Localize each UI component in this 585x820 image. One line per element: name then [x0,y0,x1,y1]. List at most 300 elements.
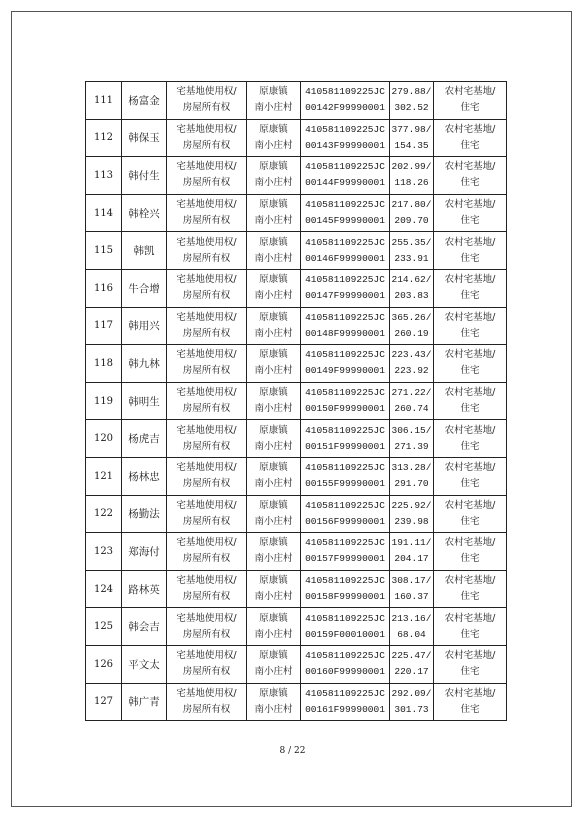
right-type [167,645,247,683]
table-row [86,420,507,458]
right-type-line: 房屋所有权 [182,591,231,603]
area-value [390,570,434,608]
area-value-line: 255.35/ [391,236,432,248]
area-value-line: 220.17 [394,666,429,678]
location-line: 原康镇 [259,650,288,662]
right-type [167,157,247,195]
area-value-line: 365.26/ [391,311,432,323]
location [247,194,301,232]
property-code-line: 00155F99990001 [305,478,385,490]
right-type [167,307,247,345]
location-line: 原康镇 [259,236,288,248]
owner-name: 韩保玉 [122,119,167,157]
location [247,82,301,120]
area-value-line: 217.80/ [391,199,432,211]
area-value-line: 292.09/ [391,687,432,699]
property-code-line: 00151F99990001 [305,440,385,452]
right-type-line: 宅基地使用权/ [176,349,237,361]
location [247,157,301,195]
row-number: 126 [86,645,122,683]
table-row [86,570,507,608]
row-number: 116 [86,269,122,307]
property-code [301,683,390,721]
area-value-line: 68.04 [397,628,426,640]
location-line: 南小庄村 [254,365,293,377]
land-use [434,232,507,270]
area-value-line: 154.35 [394,139,429,151]
property-code [301,232,390,270]
right-type [167,194,247,232]
right-type-line: 房屋所有权 [182,102,231,114]
land-use-line: 农村宅基地/ [444,499,496,511]
table-row [86,82,507,120]
area-value [390,533,434,571]
land-use-line: 住宅 [460,102,480,114]
land-use [434,608,507,646]
right-type [167,457,247,495]
location-line: 原康镇 [259,387,288,399]
location-line: 原康镇 [259,123,288,135]
row-number: 113 [86,157,122,195]
right-type-line: 房屋所有权 [182,403,231,415]
land-use-line: 住宅 [460,553,480,565]
area-value-line: 302.52 [394,102,429,114]
land-use [434,345,507,383]
right-type-line: 宅基地使用权/ [176,687,237,699]
location-line: 南小庄村 [254,553,293,565]
area-value-line: 306.15/ [391,424,432,436]
land-use-line: 住宅 [460,177,480,189]
location-line: 南小庄村 [254,102,293,114]
right-type-line: 宅基地使用权/ [176,274,237,286]
right-type [167,683,247,721]
location [247,382,301,420]
right-type [167,82,247,120]
owner-name: 路林英 [122,570,167,608]
area-value [390,382,434,420]
property-code-line: 00143F99990001 [305,139,385,151]
location-line: 原康镇 [259,274,288,286]
land-use [434,307,507,345]
land-use [434,645,507,683]
right-type [167,495,247,533]
property-code-line: 00156F99990001 [305,515,385,527]
property-code [301,119,390,157]
land-use-line: 农村宅基地/ [444,462,496,474]
location [247,608,301,646]
land-use-line: 住宅 [460,327,480,339]
right-type-line: 房屋所有权 [182,215,231,227]
owner-name: 韩凯 [122,232,167,270]
land-use-line: 住宅 [460,365,480,377]
land-use [434,495,507,533]
land-use-line: 农村宅基地/ [444,199,496,211]
table-row [86,345,507,383]
row-number: 111 [86,82,122,120]
table-row [86,307,507,345]
area-value-line: 377.98/ [391,123,432,135]
location [247,495,301,533]
property-code-line: 410581109225JC [305,387,385,399]
land-use-line: 农村宅基地/ [444,537,496,549]
property-code-line: 00145F99990001 [305,215,385,227]
property-code-line: 00149F99990001 [305,365,385,377]
area-value-line: 260.19 [394,327,429,339]
location [247,307,301,345]
property-code-line: 410581109225JC [305,161,385,173]
table-row [86,157,507,195]
row-number: 122 [86,495,122,533]
area-value-line: 160.37 [394,591,429,603]
row-number: 114 [86,194,122,232]
table-row [86,533,507,571]
property-code-line: 410581109225JC [305,650,385,662]
right-type [167,269,247,307]
area-value [390,608,434,646]
area-value-line: 233.91 [394,252,429,264]
property-code [301,345,390,383]
property-code-line: 00150F99990001 [305,403,385,415]
area-value [390,420,434,458]
land-use-line: 住宅 [460,591,480,603]
location [247,420,301,458]
location-line: 原康镇 [259,462,288,474]
property-code-line: 410581109225JC [305,236,385,248]
land-use-line: 农村宅基地/ [444,387,496,399]
area-value-line: 279.88/ [391,86,432,98]
table-row [86,495,507,533]
location-line: 原康镇 [259,537,288,549]
row-number: 112 [86,119,122,157]
area-value-line: 313.28/ [391,462,432,474]
property-code-line: 00144F99990001 [305,177,385,189]
area-value-line: 308.17/ [391,575,432,587]
land-use-line: 住宅 [460,139,480,151]
land-use-line: 农村宅基地/ [444,274,496,286]
property-code-line: 410581109225JC [305,86,385,98]
property-code-line: 410581109225JC [305,123,385,135]
location-line: 南小庄村 [254,327,293,339]
right-type-line: 宅基地使用权/ [176,499,237,511]
right-type-line: 宅基地使用权/ [176,236,237,248]
area-value [390,345,434,383]
right-type-line: 宅基地使用权/ [176,387,237,399]
table-body [86,82,507,721]
area-value-line: 223.43/ [391,349,432,361]
area-value-line: 191.11/ [391,537,432,549]
land-use-line: 农村宅基地/ [444,575,496,587]
area-value [390,269,434,307]
right-type-line: 宅基地使用权/ [176,537,237,549]
location [247,119,301,157]
area-value [390,82,434,120]
land-use-line: 住宅 [460,215,480,227]
area-value [390,232,434,270]
location-line: 南小庄村 [254,215,293,227]
property-code [301,645,390,683]
land-use-line: 农村宅基地/ [444,650,496,662]
table-row [86,608,507,646]
area-value-line: 271.39 [394,440,429,452]
right-type [167,382,247,420]
location-line: 原康镇 [259,612,288,624]
table-row [86,645,507,683]
area-value-line: 209.70 [394,215,429,227]
property-code [301,533,390,571]
land-use [434,382,507,420]
land-use [434,194,507,232]
right-type [167,232,247,270]
land-use-line: 住宅 [460,440,480,452]
land-use [434,119,507,157]
property-code-line: 410581109225JC [305,499,385,511]
location [247,232,301,270]
owner-name: 韩广青 [122,683,167,721]
owner-name: 平文太 [122,645,167,683]
right-type-line: 宅基地使用权/ [176,575,237,587]
location-line: 南小庄村 [254,591,293,603]
property-code-line: 00148F99990001 [305,327,385,339]
location-line: 原康镇 [259,311,288,323]
property-code-line: 00159F00010001 [305,628,385,640]
owner-name: 韩栓兴 [122,194,167,232]
location [247,683,301,721]
right-type-line: 房屋所有权 [182,703,231,715]
location-line: 原康镇 [259,86,288,98]
land-use-line: 农村宅基地/ [444,424,496,436]
right-type-line: 宅基地使用权/ [176,199,237,211]
row-number: 119 [86,382,122,420]
table-row [86,119,507,157]
row-number: 127 [86,683,122,721]
property-code [301,495,390,533]
area-value-line: 214.62/ [391,274,432,286]
property-code [301,307,390,345]
area-value-line: 225.47/ [391,650,432,662]
area-value-line: 291.70 [394,478,429,490]
property-code-line: 410581109225JC [305,612,385,624]
property-code-line: 410581109225JC [305,199,385,211]
right-type-line: 房屋所有权 [182,252,231,264]
area-value-line: 260.74 [394,403,429,415]
owner-name: 郑海付 [122,533,167,571]
location-line: 原康镇 [259,161,288,173]
right-type-line: 房屋所有权 [182,290,231,302]
land-use [434,420,507,458]
row-number: 123 [86,533,122,571]
property-code [301,608,390,646]
right-type [167,119,247,157]
right-type-line: 宅基地使用权/ [176,650,237,662]
area-value-line: 271.22/ [391,387,432,399]
page-number: 8 / 22 [279,746,306,756]
area-value-line: 239.98 [394,515,429,527]
owner-name: 杨虎吉 [122,420,167,458]
property-code-line: 410581109225JC [305,687,385,699]
location-line: 原康镇 [259,199,288,211]
owner-name: 韩九林 [122,345,167,383]
land-use [434,269,507,307]
land-use-line: 农村宅基地/ [444,349,496,361]
right-type-line: 房屋所有权 [182,628,231,640]
location-line: 原康镇 [259,349,288,361]
property-code-line: 410581109225JC [305,274,385,286]
right-type-line: 宅基地使用权/ [176,462,237,474]
land-use-line: 住宅 [460,703,480,715]
area-value-line: 301.73 [394,703,429,715]
location [247,269,301,307]
right-type-line: 宅基地使用权/ [176,123,237,135]
table-row [86,382,507,420]
land-use-line: 住宅 [460,515,480,527]
location-line: 原康镇 [259,499,288,511]
location-line: 南小庄村 [254,666,293,678]
owner-name: 杨林忠 [122,457,167,495]
row-number: 120 [86,420,122,458]
location-line: 原康镇 [259,424,288,436]
location-line: 南小庄村 [254,403,293,415]
area-value [390,683,434,721]
right-type-line: 房屋所有权 [182,666,231,678]
area-value-line: 213.16/ [391,612,432,624]
area-value [390,457,434,495]
location [247,533,301,571]
property-code [301,570,390,608]
owner-name: 牛合增 [122,269,167,307]
location-line: 原康镇 [259,687,288,699]
location-line: 南小庄村 [254,703,293,715]
right-type-line: 房屋所有权 [182,553,231,565]
owner-name: 韩明生 [122,382,167,420]
property-code-line: 00161F99990001 [305,703,385,715]
right-type-line: 宅基地使用权/ [176,311,237,323]
area-value-line: 204.17 [394,553,429,565]
location [247,570,301,608]
location-line: 南小庄村 [254,628,293,640]
area-value [390,119,434,157]
land-use-line: 农村宅基地/ [444,612,496,624]
area-value [390,194,434,232]
area-value-line: 203.83 [394,290,429,302]
right-type-line: 房屋所有权 [182,177,231,189]
table-row [86,269,507,307]
row-number: 117 [86,307,122,345]
table-row [86,194,507,232]
property-code [301,194,390,232]
property-code-line: 410581109225JC [305,575,385,587]
property-code-line: 410581109225JC [305,462,385,474]
area-value-line: 202.99/ [391,161,432,173]
property-code [301,420,390,458]
table-row [86,683,507,721]
land-use-line: 住宅 [460,252,480,264]
property-code-line: 410581109225JC [305,311,385,323]
land-use-line: 农村宅基地/ [444,687,496,699]
land-use [434,683,507,721]
land-use-line: 农村宅基地/ [444,311,496,323]
area-value-line: 225.92/ [391,499,432,511]
right-type-line: 宅基地使用权/ [176,424,237,436]
location-line: 南小庄村 [254,478,293,490]
owner-name: 韩付生 [122,157,167,195]
location [247,457,301,495]
property-code [301,382,390,420]
area-value-line: 118.26 [394,177,429,189]
row-number: 124 [86,570,122,608]
land-use-line: 住宅 [460,628,480,640]
right-type-line: 房屋所有权 [182,365,231,377]
land-use [434,157,507,195]
owner-name: 韩会吉 [122,608,167,646]
property-code-line: 410581109225JC [305,424,385,436]
owner-name: 杨勤法 [122,495,167,533]
property-code-line: 00142F99990001 [305,102,385,114]
right-type-line: 房屋所有权 [182,515,231,527]
land-use [434,82,507,120]
property-code-line: 00158F99990001 [305,591,385,603]
property-code-line: 410581109225JC [305,349,385,361]
right-type-line: 房屋所有权 [182,327,231,339]
land-use [434,533,507,571]
location-line: 南小庄村 [254,177,293,189]
right-type [167,420,247,458]
location-line: 南小庄村 [254,139,293,151]
table-row [86,457,507,495]
right-type-line: 房屋所有权 [182,440,231,452]
right-type [167,570,247,608]
row-number: 118 [86,345,122,383]
land-use-line: 农村宅基地/ [444,161,496,173]
land-use-line: 农村宅基地/ [444,86,496,98]
area-value [390,645,434,683]
land-use [434,570,507,608]
right-type-line: 宅基地使用权/ [176,161,237,173]
location [247,345,301,383]
right-type-line: 宅基地使用权/ [176,612,237,624]
location-line: 南小庄村 [254,515,293,527]
property-code-line: 00146F99990001 [305,252,385,264]
land-use-line: 农村宅基地/ [444,123,496,135]
location-line: 南小庄村 [254,252,293,264]
area-value [390,495,434,533]
area-value [390,157,434,195]
land-use-line: 住宅 [460,478,480,490]
land-use-line: 农村宅基地/ [444,236,496,248]
location [247,645,301,683]
property-code [301,157,390,195]
location-line: 南小庄村 [254,290,293,302]
area-value-line: 223.92 [394,365,429,377]
row-number: 115 [86,232,122,270]
property-code [301,457,390,495]
registry-table [85,81,507,721]
property-code-line: 00157F99990001 [305,553,385,565]
row-number: 121 [86,457,122,495]
property-code [301,269,390,307]
right-type-line: 宅基地使用权/ [176,86,237,98]
land-use [434,457,507,495]
location-line: 原康镇 [259,575,288,587]
property-code-line: 00147F99990001 [305,290,385,302]
owner-name: 韩用兴 [122,307,167,345]
land-use-line: 住宅 [460,666,480,678]
property-code-line: 00160F99990001 [305,666,385,678]
owner-name: 杨富金 [122,82,167,120]
area-value [390,307,434,345]
property-code-line: 410581109225JC [305,537,385,549]
right-type-line: 房屋所有权 [182,478,231,490]
location-line: 南小庄村 [254,440,293,452]
